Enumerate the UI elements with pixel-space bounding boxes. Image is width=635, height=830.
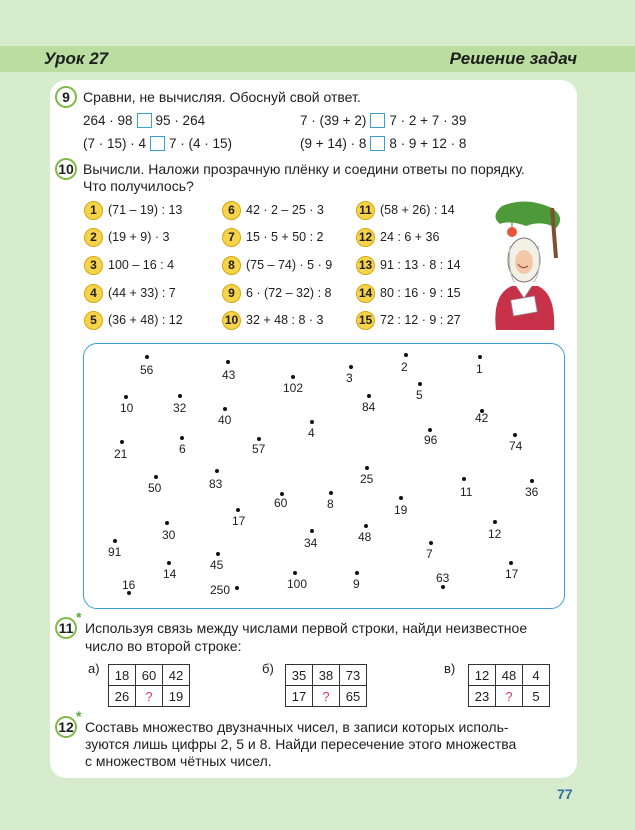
table-c-label: в) <box>444 661 456 676</box>
table-cell: 38 <box>313 665 340 686</box>
table-cell: 73 <box>340 665 367 686</box>
compare-right: 7 · 2 + 7 · 39 <box>389 113 467 128</box>
table-cell: 4 <box>523 665 550 686</box>
dot-point <box>441 585 445 589</box>
dot-point <box>236 508 240 512</box>
exercise-expression: 32 + 48 : 8 · 3 <box>246 313 324 327</box>
table-cell: 42 <box>163 665 190 686</box>
task-10-instruction-line2: Что получилось? <box>83 178 194 194</box>
task-9-row-4 <box>300 136 466 152</box>
dot-point <box>223 407 227 411</box>
task-10-number: 10 <box>55 158 77 180</box>
exercise-expression: 91 : 13 · 8 : 14 <box>380 258 461 272</box>
dot-label: 96 <box>424 433 438 447</box>
dot-point <box>429 541 433 545</box>
dot-point <box>513 433 517 437</box>
exercise-expression: 42 · 2 – 25 · 3 <box>246 203 324 217</box>
compare-left: 264 · 98 <box>83 113 133 128</box>
dot-point <box>113 539 117 543</box>
task-9-row-2 <box>300 113 466 129</box>
exercise-badge: 8 <box>222 256 241 275</box>
dot-point <box>226 360 230 364</box>
compare-right: 7 · (4 · 15) <box>169 136 233 151</box>
dot-point <box>310 529 314 533</box>
dot-point <box>120 440 124 444</box>
unknown-cell[interactable]: ? <box>496 686 523 707</box>
compare-right: 8 · 9 + 12 · 8 <box>389 136 467 151</box>
dot-label: 11 <box>460 485 473 499</box>
exercise-badge: 4 <box>84 284 103 303</box>
task-9-row-3 <box>83 136 232 152</box>
task-9-number: 9 <box>55 86 77 108</box>
dot-label: 250 <box>210 583 231 597</box>
dot-label: 30 <box>162 528 176 542</box>
exercise-badge: 5 <box>84 311 103 330</box>
exercise-expression: (44 + 33) : 7 <box>108 286 176 300</box>
lesson-title: Урок 27 <box>44 49 109 68</box>
dot-point <box>509 561 513 565</box>
dot-label: 34 <box>304 536 318 550</box>
exercise-expression: 72 : 12 · 9 : 27 <box>380 313 461 327</box>
task-12-instruction-line2: зуются лишь цифры 2, 5 и 8. Найди пересечение этого множества <box>85 736 517 752</box>
dot-point <box>178 394 182 398</box>
dot-point <box>329 491 333 495</box>
number-table-a <box>108 664 190 707</box>
number-table-c <box>468 664 550 707</box>
number-table-b <box>285 664 367 707</box>
table-cell: 23 <box>469 686 496 707</box>
dot-point <box>257 437 261 441</box>
dot-label: 14 <box>163 567 177 581</box>
dot-point <box>530 479 534 483</box>
table-cell: 60 <box>136 665 163 686</box>
dot-point <box>310 420 314 424</box>
compare-left: 7 · (39 + 2) <box>300 113 367 128</box>
dot-label: 17 <box>232 514 246 528</box>
table-cell: 26 <box>109 686 136 707</box>
dot-label: 42 <box>475 411 489 425</box>
exercise-badge: 15 <box>356 311 375 330</box>
dot-point <box>145 355 149 359</box>
dot-point <box>180 436 184 440</box>
dot-label: 45 <box>210 558 224 572</box>
dot-label: 40 <box>218 413 232 427</box>
compare-right: 95 · 264 <box>155 113 206 128</box>
dot-point <box>124 395 128 399</box>
page-number: 77 <box>557 786 573 802</box>
dot-label: 83 <box>209 477 223 491</box>
exercise-expression: (36 + 48) : 12 <box>108 313 183 327</box>
exercise-badge: 3 <box>84 256 103 275</box>
unknown-cell[interactable]: ? <box>313 686 340 707</box>
exercise-badge: 11 <box>356 201 375 220</box>
compare-box[interactable] <box>370 136 385 151</box>
task-11-instruction-line2: число во второй строке: <box>85 638 242 654</box>
exercise-badge: 12 <box>356 228 375 247</box>
dot-label: 25 <box>360 472 374 486</box>
task-12-number: 12 <box>55 716 77 738</box>
dot-label: 56 <box>140 363 154 377</box>
dot-label: 63 <box>436 571 450 585</box>
exercise-badge: 1 <box>84 201 103 220</box>
dot-point <box>399 496 403 500</box>
dot-label: 12 <box>488 527 502 541</box>
dot-label: 1 <box>476 362 483 376</box>
compare-left: (9 + 14) · 8 <box>300 136 367 151</box>
table-a-label: а) <box>88 661 100 676</box>
dot-point <box>215 469 219 473</box>
table-cell: 35 <box>286 665 313 686</box>
exercise-badge: 14 <box>356 284 375 303</box>
dot-point <box>478 355 482 359</box>
exercise-badge: 10 <box>222 311 241 330</box>
task-11-instruction-line1: Используя связь между числами первой строки, найди неизвестное <box>85 620 528 636</box>
table-cell: 18 <box>109 665 136 686</box>
dot-label: 10 <box>120 401 134 415</box>
compare-box[interactable] <box>137 113 152 128</box>
dot-point <box>355 571 359 575</box>
dot-point <box>404 353 408 357</box>
exercise-expression: 24 : 6 + 36 <box>380 230 440 244</box>
exercise-badge: 13 <box>356 256 375 275</box>
dot-point <box>493 520 497 524</box>
exercise-badge: 7 <box>222 228 241 247</box>
table-cell: 19 <box>163 686 190 707</box>
dot-label: 3 <box>346 371 353 385</box>
exercise-expression: 100 – 16 : 4 <box>108 258 175 272</box>
dot-point <box>154 475 158 479</box>
dot-label: 16 <box>122 578 136 592</box>
dot-point <box>216 552 220 556</box>
dot-point <box>365 466 369 470</box>
task-12-instruction-line3: с множеством чётных чисел. <box>85 753 272 769</box>
compare-box[interactable] <box>150 136 165 151</box>
dot-point <box>165 521 169 525</box>
dot-point <box>235 586 239 590</box>
exercise-expression: 80 : 16 · 9 : 15 <box>380 286 461 300</box>
dot-label: 57 <box>252 442 266 456</box>
exercise-expression: (58 + 26) : 14 <box>380 203 455 217</box>
exercise-expression: (19 + 9) · 3 <box>108 230 170 244</box>
dot-label: 43 <box>222 368 236 382</box>
table-cell: 12 <box>469 665 496 686</box>
dot-label: 32 <box>173 401 187 415</box>
task-11-number: 11 <box>55 617 77 639</box>
task-12-instruction-line1: Составь множество двузначных чисел, в записи которых исполь- <box>85 719 509 735</box>
lesson-topic: Решение задач <box>449 49 577 68</box>
dot-point <box>367 394 371 398</box>
dot-label: 36 <box>525 485 539 499</box>
dot-label: 48 <box>358 530 372 544</box>
exercise-expression: 6 · (72 – 32) : 8 <box>246 286 332 300</box>
dot-label: 74 <box>509 439 523 453</box>
exercise-badge: 6 <box>222 201 241 220</box>
task-9-row-1 <box>83 113 205 129</box>
dot-point <box>349 365 353 369</box>
exercise-badge: 2 <box>84 228 103 247</box>
dot-point <box>293 571 297 575</box>
task-10-instruction-line1: Вычисли. Наложи прозрачную плёнку и соедини ответы по порядку. <box>83 161 525 177</box>
dot-point <box>428 428 432 432</box>
compare-left: (7 · 15) · 4 <box>83 136 147 151</box>
table-cell: 17 <box>286 686 313 707</box>
dot-label: 21 <box>114 447 128 461</box>
table-cell: 5 <box>523 686 550 707</box>
dot-label: 9 <box>353 577 360 591</box>
lesson-header <box>0 46 635 72</box>
exercise-expression: 15 · 5 + 50 : 2 <box>246 230 324 244</box>
dot-label: 5 <box>416 388 423 402</box>
compare-box[interactable] <box>370 113 385 128</box>
star-icon: * <box>76 609 82 625</box>
table-cell: 48 <box>496 665 523 686</box>
dot-label: 4 <box>308 426 315 440</box>
dot-label: 8 <box>327 497 334 511</box>
table-cell: 65 <box>340 686 367 707</box>
dot-label: 100 <box>287 577 308 591</box>
exercise-expression: (75 – 74) · 5 · 9 <box>246 258 333 272</box>
star-icon: * <box>76 708 82 724</box>
dot-label: 6 <box>179 442 186 456</box>
dot-point <box>291 375 295 379</box>
dot-label: 102 <box>283 381 304 395</box>
newton-apple-icon <box>482 198 568 332</box>
dot-label: 19 <box>394 503 408 517</box>
dot-label: 91 <box>108 545 122 559</box>
dot-label: 50 <box>148 481 162 495</box>
dot-point <box>364 524 368 528</box>
exercise-badge: 9 <box>222 284 241 303</box>
dot-point <box>418 382 422 386</box>
unknown-cell[interactable]: ? <box>136 686 163 707</box>
table-b-label: б) <box>262 661 274 676</box>
dot-label: 2 <box>401 360 408 374</box>
dot-label: 7 <box>426 547 433 561</box>
dot-label: 60 <box>274 496 288 510</box>
dot-label: 84 <box>362 400 376 414</box>
dot-point <box>167 561 171 565</box>
dot-label: 17 <box>505 567 519 581</box>
task-9-instruction: Сравни, не вычисляя. Обоснуй свой ответ. <box>83 89 361 105</box>
dot-point <box>462 477 466 481</box>
exercise-expression: (71 – 19) : 13 <box>108 203 183 217</box>
